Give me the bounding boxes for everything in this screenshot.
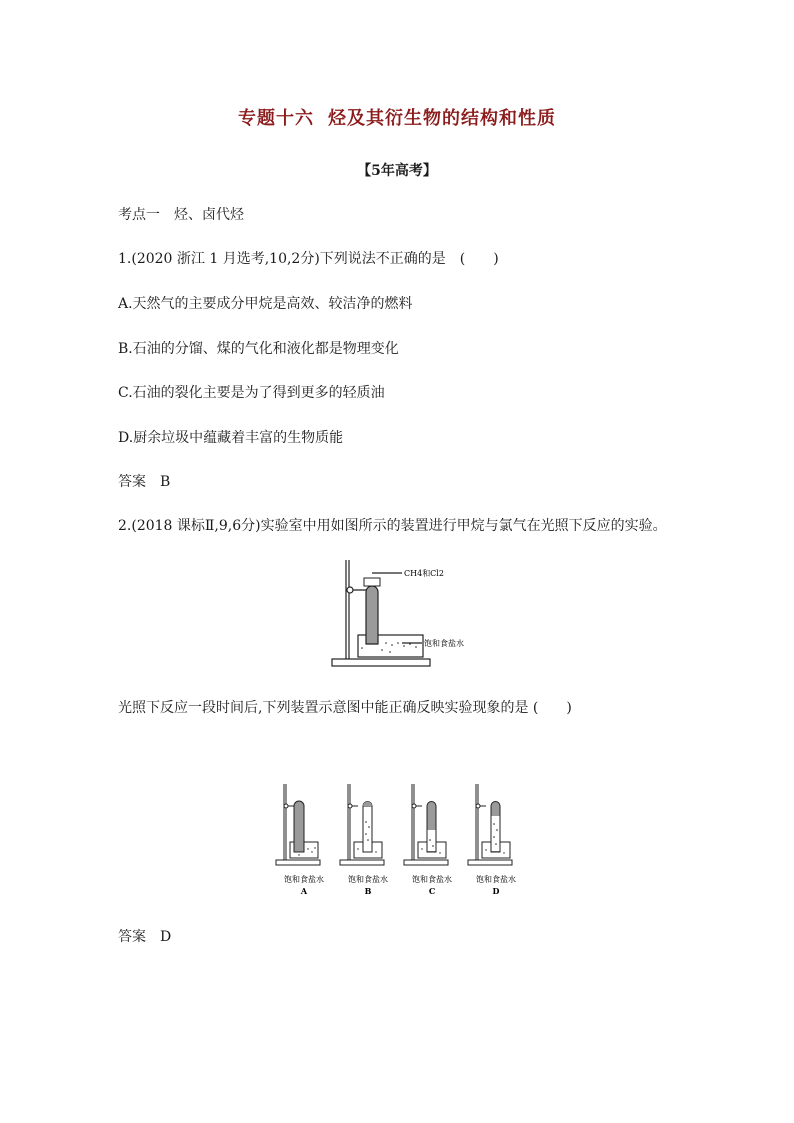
q1-option-a: A.天然气的主要成分甲烷是高效、较洁净的燃料 [118,296,413,312]
choices-figure [270,782,530,900]
page-title [0,104,794,130]
choice-b-letter: B [364,886,372,896]
apparatus-figure [330,556,470,670]
fig-label-gas: CH4和Cl2 [404,569,444,578]
q1-answer: 答案 B [118,474,171,490]
choice-a-apparatus [276,784,320,865]
q1-option-d: D.厨余垃圾中蕴藏着丰富的生物质能 [118,430,344,446]
q1-option-b: B.石油的分馏、煤的气化和液化都是物理变化 [118,341,399,357]
q1-stem: 1.(2020 浙江 1 月选考,10,2分)下列说法不正确的是 ( ) [118,251,499,267]
choice-d-letter: D [492,886,500,896]
title-topic-name: 烃及其衍生物的结构和性质 [328,108,556,129]
choice-a-liquid-label: 饱和食盐水 [284,875,324,884]
choice-c-liquid-label: 饱和食盐水 [412,875,452,884]
kaodian-heading: 考点一 烃、卤代烃 [118,207,244,223]
choice-d-apparatus [468,784,512,865]
fig-label-liquid: 饱和食盐水 [424,639,464,648]
choice-c-apparatus [404,784,448,865]
choice-b-apparatus [340,784,384,865]
q2-stem: 2.(2018 课标Ⅱ,9,6分)实验室中用如图所示的装置进行甲烷与氯气在光照下反应的实验。 [118,518,667,534]
choice-d-liquid-label: 饱和食盐水 [476,875,516,884]
q2-question: 光照下反应一段时间后,下列装置示意图中能正确反映实验现象的是 ( ) [118,700,572,716]
title-topic-number: 专题十六 [238,108,314,129]
choice-a-letter: A [300,886,308,896]
choice-c-letter: C [428,886,436,896]
choice-b-liquid-label: 饱和食盐水 [348,875,388,884]
section-heading: 【5年高考】 [357,163,437,179]
q1-option-c: C.石油的裂化主要是为了得到更多的轻质油 [118,385,385,401]
q2-answer: 答案 D [118,929,172,945]
